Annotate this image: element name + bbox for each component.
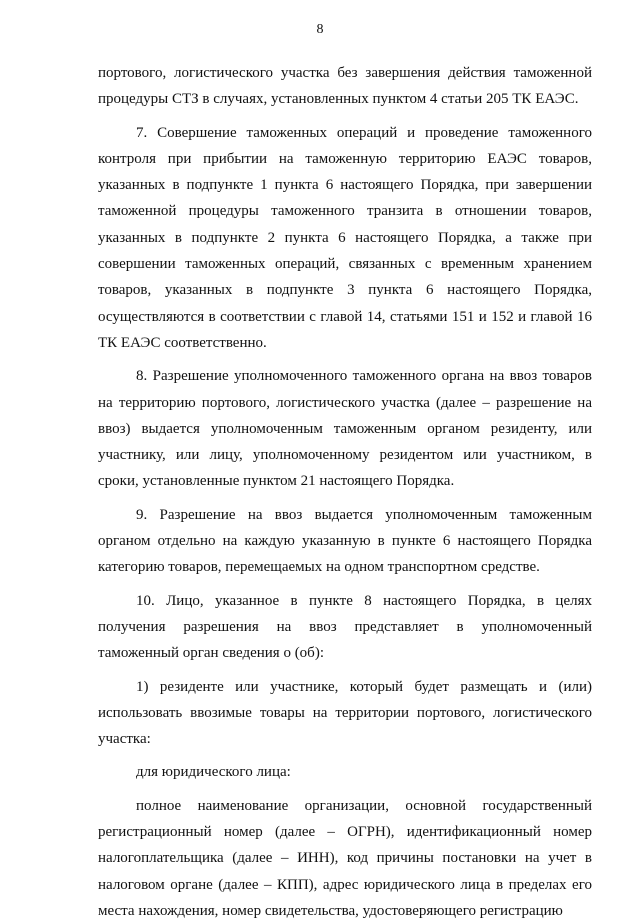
paragraph-legal-entity-heading: для юридического лица: [136, 764, 291, 781]
paragraph-legal-entity-details: полное наименование организации, основной государственный регистрационный номер (далее – ОГРН), идентификационный номер налогоплательщика (далее – ИНН), код причины постановки на учет в налоговом органе (далее – КПП), адрес юридического лица в пределах его места нахождения, номер свидетельства, удостоверяющего регистрацию [98, 797, 592, 919]
paragraph-item-8: 8. Разрешение уполномоченного таможенного органа на ввоз товаров на территорию портового, логистического участка (далее – разрешение на ввоз) выдается уполномоченным таможенным органом резиденту, или участнику, или лицу, уполномоченному резидентом или участником, в сроки, установленные пунктом 21 настоящего Порядка. [98, 368, 592, 490]
paragraph-subitem-1: 1) резиденте или участнике, который будет размещать и (или) использовать ввозимые товары на территории портового, логистического участка: [98, 678, 592, 748]
paragraph-item-7: 7. Совершение таможенных операций и проведение таможенного контроля при прибытии на таможенную территорию ЕАЭС товаров, указанных в подпункте 1 пункта 6 настоящего Порядка, при завершении таможенной процедуры таможенного транзита в отношении товаров, указанных в подпункте 2 пункта 6 настоящего Порядка, а также при совершении таможенных операций, связанных с временным хранением товаров, указанных в подпункте 3 пункта 6 настоящего Порядка, осуществляются в соответствии с главой 14, статьями 151 и 152 и главой 16 ТК ЕАЭС соответственно. [98, 124, 592, 351]
page-number: 8 [316, 22, 324, 37]
paragraph-continuation: портового, логистического участка без завершения действия таможенной процедуры СТЗ в случаях, установленных пунктом 4 статьи 205 ТК ЕАЭС. [98, 65, 592, 108]
document-body [98, 60, 592, 924]
paragraph-item-10: 10. Лицо, указанное в пункте 8 настоящего Порядка, в целях получения разрешения на ввоз представляет в уполномоченный таможенный орган сведения о (об): [98, 592, 592, 662]
paragraph-item-9: 9. Разрешение на ввоз выдается уполномоченным таможенным органом отдельно на каждую указанную в пункте 6 настоящего Порядка категорию товаров, перемещаемых на одном транспортном средстве. [98, 506, 592, 576]
